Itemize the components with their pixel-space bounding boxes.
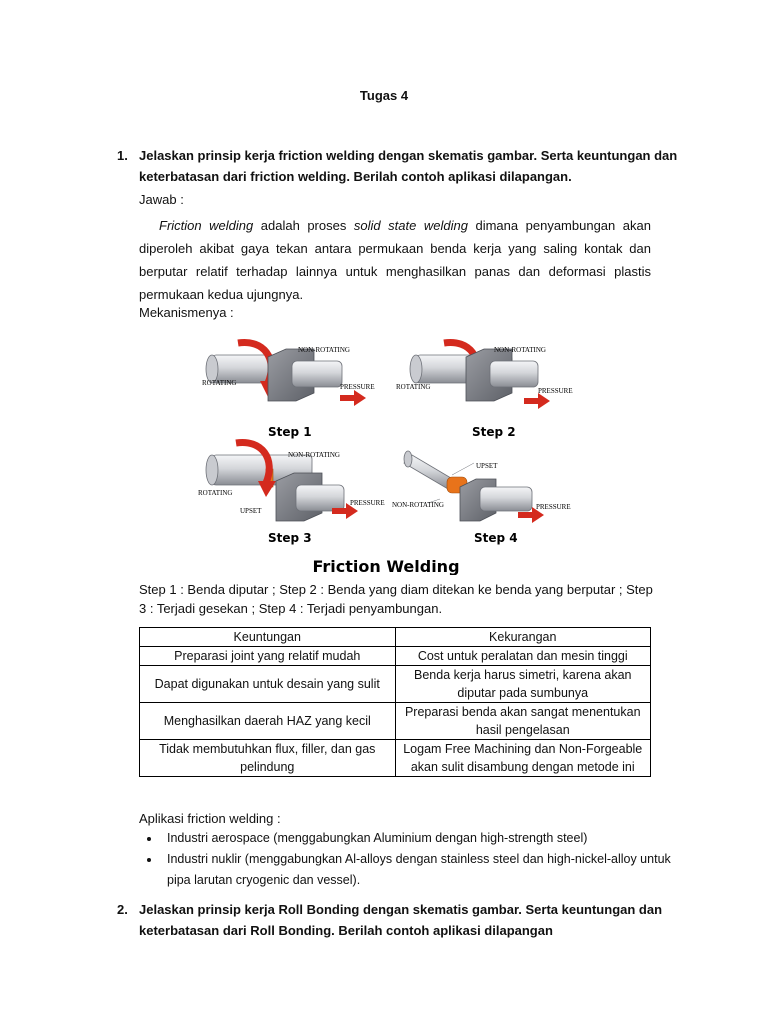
question-1-number: 1. [117,148,128,163]
term-solid-state-welding: solid state welding [353,218,468,233]
step-2-rotating-label: ROTATING [396,383,431,391]
term-friction-welding: Friction welding [159,218,254,233]
table-cell: Tidak membutuhkan flux, filler, dan gas pelindung [140,740,396,777]
step-1-label: Step 1 [268,425,312,439]
header-kekurangan: Kekurangan [395,628,651,647]
header-keuntungan: Keuntungan [140,628,396,647]
table-row [140,740,651,777]
table-cell: Dapat digunakan untuk desain yang sulit [140,666,396,703]
question-2-text [139,899,663,941]
table-cell: Preparasi joint yang relatif mudah [140,647,396,666]
step-2-label: Step 2 [472,425,516,439]
applications-list [139,828,673,891]
step-4-illustration [392,451,571,523]
question-2-line-2: keterbatasan dari Roll Bonding. Berilah contoh aplikasi dilapangan [139,923,553,938]
question-2-number: 2. [117,902,128,917]
answer-label: Jawab : [139,192,184,207]
step-4-upset-label: UPSET [476,462,498,470]
definition-text-2: dimana penyambungan akan diperoleh akibat gaya tekan antara permukaan benda kerja yang saling kontak dan berputar relatif terhadap lainnya untuk menghasilkan panas dan deformasi plastis permukaan kedua ujungnya. [139,218,651,302]
question-1-line-2: keterbatasan dari friction welding. Berilah contoh aplikasi dilapangan. [139,169,572,184]
steps-caption-line-1: Step 1 : Benda diputar ; Step 2 : Benda yang diam ditekan ke benda yang berputar ; Step [139,582,653,597]
table-cell: Logam Free Machining dan Non-Forgeable akan sulit disambung dengan metode ini [395,740,651,777]
step-1-rotating-label: ROTATING [202,379,237,387]
step-1-pressure-label: PRESSURE [340,383,375,391]
table-header-row [140,628,651,647]
step-2-non-rotating-label: NON-ROTATING [494,346,546,354]
step-2-illustration [396,342,573,409]
list-item: • Industri nuklir (menggabungkan Al-alloys dengan stainless steel dan high-nickel-alloy untuk pipa larutan cryogenic dan vessel). [161,849,673,891]
step-3-illustration [198,442,385,521]
applications-title: Aplikasi friction welding : [139,811,281,826]
definition-paragraph [139,214,651,306]
step-1-illustration [202,342,375,406]
step-2-pressure-label: PRESSURE [538,387,573,395]
step-3-upset-label: UPSET [240,507,262,515]
question-2-line-1: Jelaskan prinsip kerja Roll Bonding dengan skematis gambar. Serta keuntungan dan [139,902,663,917]
table-row [140,647,651,666]
friction-welding-diagram [190,335,582,575]
table-cell: Menghasilkan daerah HAZ yang kecil [140,703,396,740]
mechanism-label: Mekanismenya : [139,305,234,320]
step-4-pressure-label: PRESSURE [536,503,571,511]
step-3-rotating-label: ROTATING [198,489,233,497]
step-3-label: Step 3 [268,531,312,545]
table-row [140,703,651,740]
question-1-text [139,145,678,187]
table-row [140,666,651,703]
table-cell: Preparasi benda akan sangat menentukan hasil pengelasan [395,703,651,740]
question-1-line-1: Jelaskan prinsip kerja friction welding dengan skematis gambar. Serta keuntungan dan [139,148,678,163]
step-4-non-rotating-label: NON-ROTATING [392,501,444,509]
definition-text-1: adalah proses [253,218,354,233]
table-cell: Cost untuk peralatan dan mesin tinggi [395,647,651,666]
diagram-heading: Friction Welding [312,557,460,575]
page-title: Tugas 4 [359,88,409,103]
steps-caption-line-2: 3 : Terjadi gesekan ; Step 4 : Terjadi penyambungan. [139,601,443,616]
step-4-label: Step 4 [474,531,518,545]
table-cell: Benda kerja harus simetri, karena akan diputar pada sumbunya [395,666,651,703]
step-3-pressure-label: PRESSURE [350,499,385,507]
step-3-non-rotating-label: NON-ROTATING [288,451,340,459]
step-1-non-rotating-label: NON-ROTATING [298,346,350,354]
advantages-table [139,627,651,777]
list-item: • Industri aerospace (menggabungkan Aluminium dengan high-strength steel) [161,828,673,849]
